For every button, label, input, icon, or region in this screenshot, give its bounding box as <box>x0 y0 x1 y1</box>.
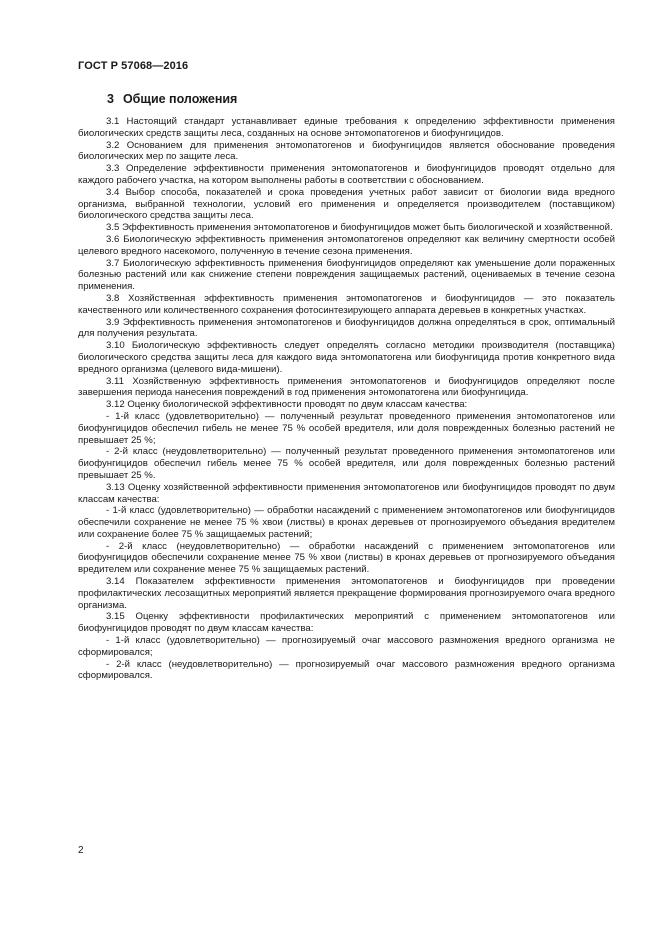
section-number: 3 <box>107 92 114 106</box>
paragraph-3-7: 3.7 Биологическую эффективность применения биофунгицидов определяют как уменьшение доли пораженных болезнью растений или как снижение степени повреждения защищаемых растений, оцениваемых в течение сезона применения. <box>78 257 615 293</box>
paragraph-3-11: 3.11 Хозяйственную эффективность применения энтомопатогенов и биофунгицидов определяют после завершения периода нанесения повреждений в год применения энтомопатогена или биофунгицида. <box>78 375 615 399</box>
list-item-3-13-class-2: - 2-й класс (неудовлетворительно) — обработки насаждений с применением энтомопатогенов или биофунгицидов обеспечили сохранение менее 75 % хвои (листвы) в кронах деревьев от прогнозируемого объедания вредителем или сохранение менее 75 % защищаемых растений. <box>78 540 615 576</box>
list-item-3-13-class-1: - 1-й класс (удовлетворительно) — обработки насаждений с применением энтомопатогенов или биофунгицидов обеспечили сохранение не менее 75 % хвои (листвы) в кронах деревьев от прогнозируемого объедания вредителем или сохранение более 75 % защищаемых растений; <box>78 505 615 540</box>
paragraph-3-6: 3.6 Биологическую эффективность применения энтомопатогенов определяют как величину смертности особей целевого вредного насекомого, полученную в течение сезона применения. <box>78 233 615 257</box>
section-body <box>78 116 615 682</box>
section-heading <box>107 92 237 106</box>
standard-code-header: ГОСТ Р 57068—2016 <box>78 60 189 72</box>
paragraph-3-14: 3.14 Показателем эффективности применения энтомопатогенов и биофунгицидов при проведении профилактических лесозащитных мероприятий является прекращение формирования прогнозируемого очага вредного организма. <box>78 576 615 611</box>
list-item-3-15-class-2: - 2-й класс (неудовлетворительно) — прогнозируемый очаг массового размножения вредного организма сформировался. <box>78 658 615 682</box>
list-item-3-12-class-2: - 2-й класс (неудовлетворительно) — полученный результат проведенного применения энтомопатогенов или биофунгицидов обеспечил гибель менее 75 % особей вредителя, или доля поврежденных болезнью растений превышает 25 %. <box>78 446 615 481</box>
paragraph-3-5: 3.5 Эффективность применения энтомопатогенов и биофунгицидов может быть биологической и хозяйственной. <box>106 222 613 234</box>
paragraph-3-3: 3.3 Определение эффективности применения энтомопатогенов и биофунгицидов проводят отдельно для каждого рабочего участка, на котором выполнены работы в соответствии с обоснованием. <box>78 163 615 186</box>
page-number: 2 <box>78 845 84 856</box>
paragraph-3-8: 3.8 Хозяйственная эффективность применения энтомопатогенов и биофунгицидов — это показатель качественного или количественного сохранения фотосинтезирующего аппарата деревьев в конкретных участках. <box>78 292 615 316</box>
paragraph-3-2: 3.2 Основанием для применения энтомопатогенов и биофунгицидов является обоснование проведения биологических мер по защите леса. <box>78 139 615 163</box>
paragraph-3-10: 3.10 Биологическую эффективность следует определять согласно методики производителя (поставщика) биологического средства защиты леса для каждого вида энтомопатогена или биофунгицида против конкретного вида вредного организма (целевого вида-мишени). <box>78 340 615 375</box>
list-item-3-15-class-1: - 1-й класс (удовлетворительно) — прогнозируемый очаг массового размножения вредного организма не сформировался; <box>78 635 615 658</box>
paragraph-3-4: 3.4 Выбор способа, показателей и срока проведения учетных работ зависит от биологии вида вредного организма, выбранной технологии, условий его применения и определяется производителем (поставщиком) биологического средства защиты леса. <box>78 186 615 222</box>
section-title: Общие положения <box>122 92 238 106</box>
paragraph-3-15: 3.15 Оценку эффективности профилактических мероприятий с применением энтомопатогенов или биофунгицидов проводят по двум классам качества: <box>78 611 615 635</box>
paragraph-3-13: 3.13 Оценку хозяйственной эффективности применения энтомопатогенов или биофунгицидов проводят по двум классам качества: <box>78 481 615 505</box>
paragraph-3-1: 3.1 Настоящий стандарт устанавливает единые требования к определению эффективности применения биологических средств защиты леса, созданных на основе энтомопатогенов и биофунгицидов. <box>78 116 615 139</box>
paragraph-3-12: 3.12 Оценку биологической эффективности проводят по двум классам качества: <box>106 399 468 411</box>
paragraph-3-9: 3.9 Эффективность применения энтомопатогенов и биофунгицидов должна определяться в срок, оптимальный для получения результата. <box>78 316 615 340</box>
list-item-3-12-class-1: - 1-й класс (удовлетворительно) — полученный результат проведенного применения энтомопатогенов или биофунгицидов обеспечил гибель не менее 75 % особей вредителя, или доля поврежденных болезнью растений не превышает 25 %; <box>78 410 615 446</box>
